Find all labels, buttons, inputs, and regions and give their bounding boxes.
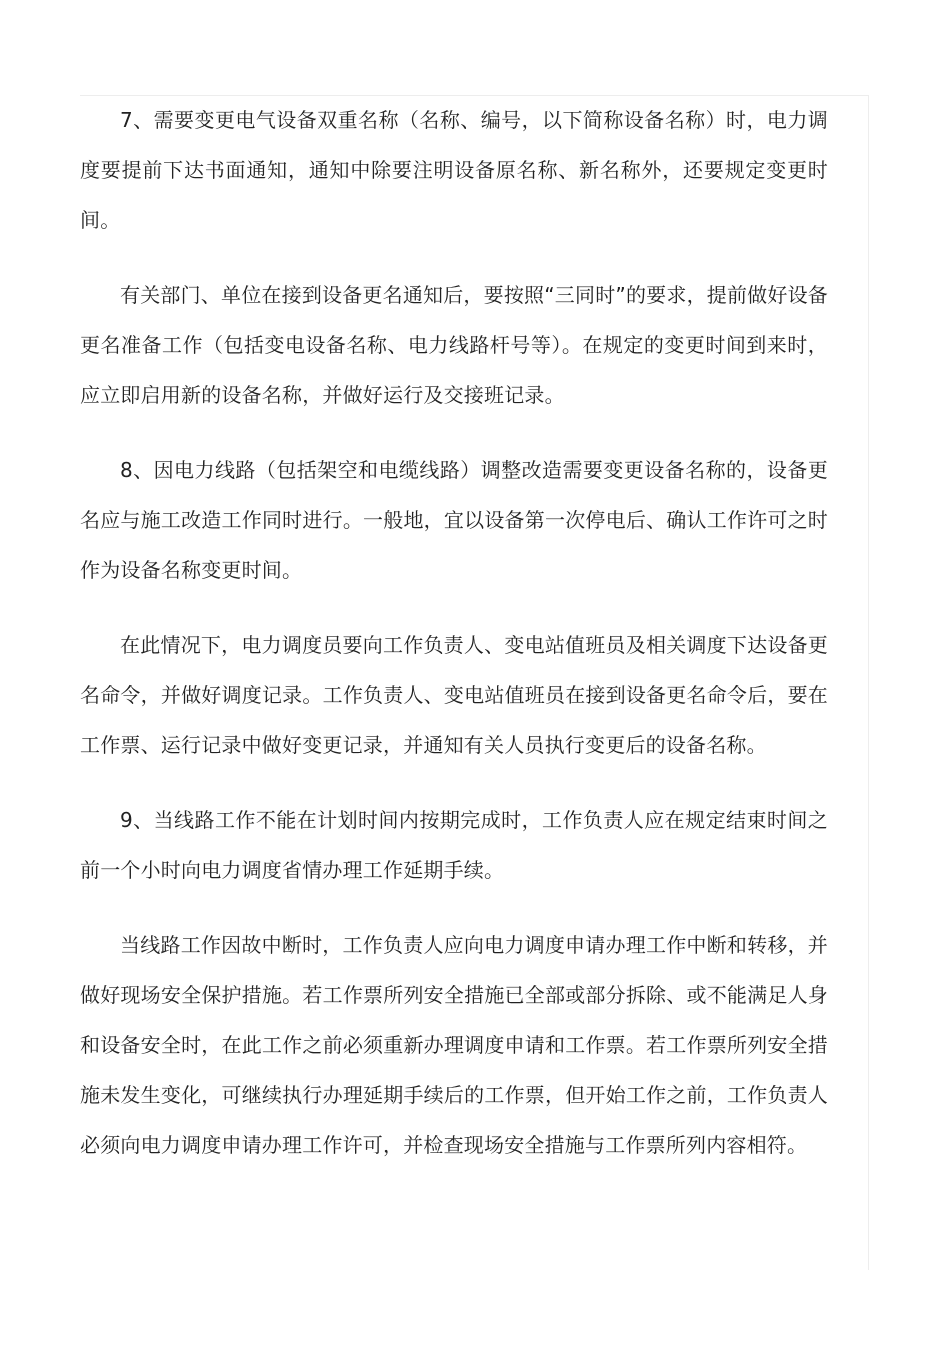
document-body <box>80 95 828 1195</box>
paragraph-item-7: 7、需要变更电气设备双重名称（名称、编号，以下简称设备名称）时，电力调度要提前下达书面通知，通知中除要注明设备原名称、新名称外，还要规定变更时间。 <box>80 108 828 232</box>
paragraph-work-interruption: 当线路工作因故中断时，工作负责人应向电力调度申请办理工作中断和转移，并做好现场安全保护措施。若工作票所列安全措施已全部或部分拆除、或不能满足人身和设备安全时，在此工作之前必须重新办理调度申请和工作票。若工作票所列安全措施未发生变化，可继续执行办理延期手续后的工作票，但开始工作之前，工作负责人必须向电力调度申请办理工作许可，并检查现场安全措施与工作票所列内容相符。 <box>80 933 828 1157</box>
paragraph-item-9: 9、当线路工作不能在计划时间内按期完成时，工作负责人应在规定结束时间之前一个小时向电力调度省情办理工作延期手续。 <box>80 808 828 882</box>
paragraph-rename-command: 在此情况下，电力调度员要向工作负责人、变电站值班员及相关调度下达设备更名命令，并做好调度记录。工作负责人、变电站值班员在接到设备更名命令后，要在工作票、运行记录中做好变更记录，并通知有关人员执行变更后的设备名称。 <box>80 633 828 757</box>
paragraph-rename-preparation: 有关部门、单位在接到设备更名通知后，要按照“三同时”的要求，提前做好设备更名准备工作（包括变电设备名称、电力线路杆号等）。在规定的变更时间到来时，应立即启用新的设备名称，并做好运行及交接班记录。 <box>80 283 828 407</box>
paragraph-item-8: 8、因电力线路（包括架空和电缆线路）调整改造需要变更设备名称的，设备更名应与施工改造工作同时进行。一般地，宜以设备第一次停电后、确认工作许可之时作为设备名称变更时间。 <box>80 458 828 582</box>
